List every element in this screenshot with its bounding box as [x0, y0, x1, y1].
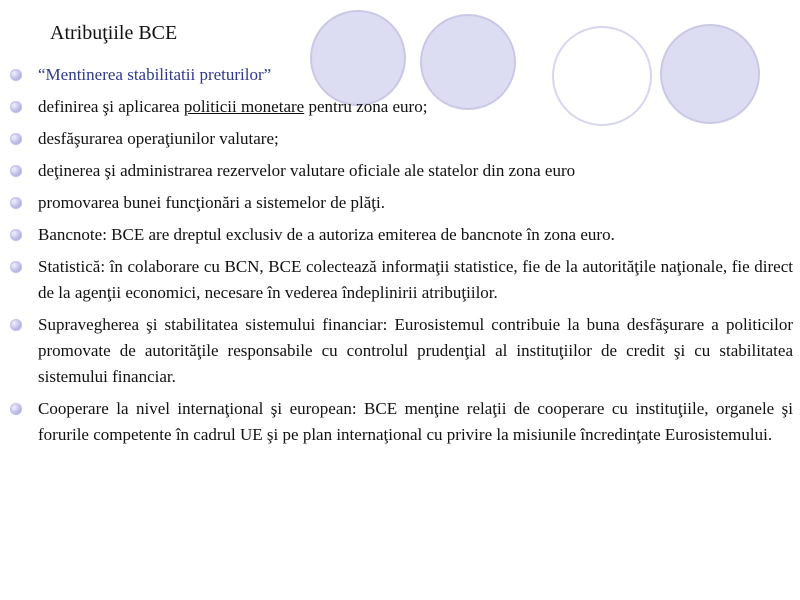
list-item: [8, 396, 793, 448]
list-item: [8, 94, 793, 120]
bullet-text: desfăşurarea operaţiunilor valutare;: [38, 129, 279, 148]
slide-title: Atribuţiile BCE: [50, 22, 178, 44]
list-item: [8, 126, 793, 152]
list-item: [8, 312, 793, 390]
bullet-text-before: definirea şi aplicarea: [38, 97, 184, 116]
bullet-text: Supravegherea şi stabilitatea sistemului financiar: Eurosistemul contribuie la buna desfăşurare a politicilor promovate de autorităţile responsabile cu controlul prudenţial al instituţiilor de credit şi cu stabilitatea sistemului financiar.: [38, 315, 793, 386]
list-item: [8, 158, 793, 184]
list-item: [8, 254, 793, 306]
bullet-text-after: pentru zona euro;: [304, 97, 428, 116]
underlined-term: politicii monetare: [183, 97, 305, 116]
bullet-icon: [10, 69, 22, 81]
bullet-list: [8, 62, 793, 456]
bullet-text: [38, 94, 793, 120]
bullet-icon: [10, 165, 22, 177]
bullet-text: “Mentinerea stabilitatii preturilor”: [38, 65, 272, 84]
bullet-icon: [10, 133, 22, 145]
bullet-text: Statistică: în colaborare cu BCN, BCE colectează informaţii statistice, fie de la autorităţile naţionale, fie direct de la agenţii economici, necesare în vederea îndeplinirii atribuţiilor.: [38, 257, 793, 302]
bullet-icon: [10, 197, 22, 209]
bullet-text: Bancnote: BCE are dreptul exclusiv de a autoriza emiterea de bancnote în zona euro.: [38, 225, 615, 244]
bullet-icon: [10, 319, 22, 331]
bullet-text: promovarea bunei funcţionări a sistemelor de plăţi.: [38, 193, 385, 212]
bullet-text: Cooperare la nivel internaţional şi european: BCE menţine relaţii de cooperare cu instituţiile, organele şi forurile competente în cadrul UE şi pe plan internaţional cu privire la misiunile încredinţate Eurosistemului.: [38, 399, 793, 444]
bullet-icon: [10, 261, 22, 273]
bullet-icon: [10, 229, 22, 241]
list-item: [8, 62, 793, 88]
bullet-text: deţinerea şi administrarea rezervelor valutare oficiale ale statelor din zona euro: [38, 161, 576, 180]
list-item: [8, 190, 793, 216]
bullet-icon: [10, 101, 22, 113]
list-item: [8, 222, 793, 248]
bullet-icon: [10, 403, 22, 415]
